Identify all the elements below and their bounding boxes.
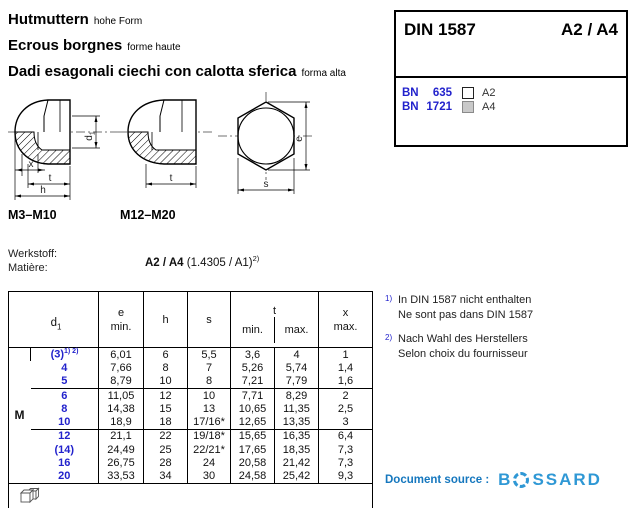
bn-number: 635 xyxy=(432,87,452,99)
value-cell-t_max: 4 xyxy=(275,348,319,362)
material-footnote-ref: 2) xyxy=(252,254,260,263)
svg-text:e: e xyxy=(294,136,305,142)
value-cell-s: 24 xyxy=(188,456,231,469)
value-cell-h: 34 xyxy=(144,470,188,484)
table-row xyxy=(9,443,373,456)
value-cell-t_max: 25,42 xyxy=(275,470,319,484)
standard-box-header xyxy=(396,12,626,78)
header-h: h xyxy=(144,292,188,348)
value-cell-e: 8,79 xyxy=(99,375,144,389)
value-cell-x: 7,3 xyxy=(319,443,373,456)
value-cell-x: 2 xyxy=(319,388,373,402)
value-cell-t_min: 7,71 xyxy=(231,388,275,402)
bn-grade-label: A2 xyxy=(482,87,496,99)
table-row xyxy=(9,429,373,443)
table-row xyxy=(9,415,373,429)
checkbox-a4 xyxy=(462,101,474,113)
value-cell-s: 7 xyxy=(188,361,231,374)
svg-text:h: h xyxy=(40,185,46,196)
document-source xyxy=(385,470,602,490)
value-cell-t_min: 7,21 xyxy=(231,375,275,389)
material-label-de: Werkstoff: xyxy=(8,248,58,260)
table-body xyxy=(9,348,373,484)
table-row xyxy=(9,375,373,389)
value-cell-t_max: 5,74 xyxy=(275,361,319,374)
svg-text:t: t xyxy=(48,173,52,184)
cap-nut-section-drawing-m3-m10 xyxy=(8,92,120,204)
value-cell-h: 25 xyxy=(144,443,188,456)
value-cell-t_min: 3,6 xyxy=(231,348,275,362)
title-de-sub: hohe Form xyxy=(93,16,143,27)
title-fr xyxy=(8,37,181,55)
dimension-table xyxy=(8,291,373,508)
value-cell-e: 14,38 xyxy=(99,402,144,415)
value-cell-h: 28 xyxy=(144,456,188,469)
hex-front-view-drawing xyxy=(210,92,322,204)
value-cell-h: 8 xyxy=(144,361,188,374)
value-cell-s: 10 xyxy=(188,388,231,402)
bn-row-635 xyxy=(402,86,626,100)
value-cell-t_max: 11,35 xyxy=(275,402,319,415)
value-cell-s: 19/18* xyxy=(188,429,231,443)
bossard-logo-o-icon xyxy=(513,472,529,488)
material-value xyxy=(145,254,259,269)
value-cell-t_min: 10,65 xyxy=(231,402,275,415)
value-cell-e: 18,9 xyxy=(99,415,144,429)
value-cell-s: 5,5 xyxy=(188,348,231,362)
table-header-row xyxy=(9,292,373,348)
value-cell-x: 9,3 xyxy=(319,470,373,484)
value-cell-s: 22/21* xyxy=(188,443,231,456)
value-cell-e: 6,01 xyxy=(99,348,144,362)
value-cell-t_min: 5,26 xyxy=(231,361,275,374)
value-cell-t_min: 12,65 xyxy=(231,415,275,429)
material-grades: A2 / A4 xyxy=(560,20,618,39)
bn-list xyxy=(396,78,626,114)
table-row xyxy=(9,402,373,415)
standard-box xyxy=(394,10,628,147)
title-it-sub: forma alta xyxy=(301,68,346,79)
header-s: s xyxy=(188,292,231,348)
value-cell-e: 11,05 xyxy=(99,388,144,402)
value-cell-t_max: 7,79 xyxy=(275,375,319,389)
document-source-label: Document source : xyxy=(385,474,490,486)
value-cell-t_max: 18,35 xyxy=(275,443,319,456)
size-cell: (14) xyxy=(54,443,75,456)
table-row xyxy=(9,470,373,484)
footnote-1-marker: 1) xyxy=(385,294,393,303)
value-cell-e: 7,66 xyxy=(99,361,144,374)
material-grade: A2 / A4 xyxy=(145,256,184,269)
value-cell-e: 33,53 xyxy=(99,470,144,484)
header-t: t min. max. xyxy=(231,292,319,348)
svg-text:t: t xyxy=(169,173,173,184)
cap-nut-section-drawing-m12-m20 xyxy=(118,92,214,204)
title-de xyxy=(8,11,142,29)
size-range-right: M12–M20 xyxy=(120,208,176,222)
header-x: x max. xyxy=(319,292,373,348)
standard-number: DIN 1587 xyxy=(404,20,476,39)
size-cell: 8 xyxy=(61,402,68,415)
value-cell-x: 7,3 xyxy=(319,456,373,469)
title-de-main: Hutmuttern xyxy=(8,11,89,28)
value-cell-s: 30 xyxy=(188,470,231,484)
value-cell-h: 22 xyxy=(144,429,188,443)
material-labels xyxy=(8,247,57,275)
packaging-row xyxy=(9,483,373,508)
svg-text:x: x xyxy=(28,159,34,170)
size-cell: 16 xyxy=(58,457,71,470)
table-row xyxy=(9,361,373,374)
value-cell-x: 1 xyxy=(319,348,373,362)
value-cell-t_min: 20,58 xyxy=(231,456,275,469)
value-cell-t_min: 15,65 xyxy=(231,429,275,443)
size-range-left: M3–M10 xyxy=(8,208,57,222)
value-cell-t_min: 17,65 xyxy=(231,443,275,456)
checkbox-a2 xyxy=(462,87,474,99)
size-cell: 6 xyxy=(31,388,99,402)
value-cell-x: 1,4 xyxy=(319,361,373,374)
value-cell-x: 3 xyxy=(319,415,373,429)
footnote-1-line-de: In DIN 1587 nicht enthalten xyxy=(398,294,532,306)
svg-text:d1: $d_1$ xyxy=(84,131,97,141)
value-cell-h: 12 xyxy=(144,388,188,402)
value-cell-s: 17/16* xyxy=(188,415,231,429)
value-cell-h: 10 xyxy=(144,375,188,389)
footnote-2-line-de: Nach Wahl des Herstellers xyxy=(398,333,528,345)
table-row xyxy=(9,388,373,402)
value-cell-s: 8 xyxy=(188,375,231,389)
header-e: e min. xyxy=(99,292,144,348)
value-cell-t_max: 16,35 xyxy=(275,429,319,443)
value-cell-s: 13 xyxy=(188,402,231,415)
size-cell: 5 xyxy=(61,375,68,388)
footnote-2-marker: 2) xyxy=(385,333,393,342)
value-cell-h: 18 xyxy=(144,415,188,429)
size-cell: $(3)^{1) 2)}$ xyxy=(31,348,99,362)
material-label-fr: Matière: xyxy=(8,262,48,274)
value-cell-t_max: 13,35 xyxy=(275,415,319,429)
footnote-2-line-fr: Selon choix du fournisseur xyxy=(398,348,528,360)
title-fr-sub: forme haute xyxy=(127,42,181,53)
size-cell: 10 xyxy=(58,416,71,429)
bn-row-1721 xyxy=(402,100,626,114)
footnote-1-line-fr: Ne sont pas dans DIN 1587 xyxy=(398,309,534,321)
bn-prefix: BN xyxy=(402,87,419,99)
footnote-1 xyxy=(385,293,533,323)
value-cell-e: 21,1 xyxy=(99,429,144,443)
title-it xyxy=(8,63,346,81)
thread-series-label: M xyxy=(14,408,25,423)
value-cell-h: 15 xyxy=(144,402,188,415)
value-cell-t_max: 21,42 xyxy=(275,456,319,469)
table-row xyxy=(9,348,373,362)
title-fr-main: Ecrous borgnes xyxy=(8,37,123,54)
value-cell-h: 6 xyxy=(144,348,188,362)
value-cell-x: 2,5 xyxy=(319,402,373,415)
size-cell: 4 xyxy=(61,361,68,374)
bossard-logo: B SSARD xyxy=(498,470,602,489)
size-cell: 12 xyxy=(31,429,99,443)
svg-text:s: s xyxy=(263,179,269,190)
header-d1: $d_1$ xyxy=(9,292,99,348)
bn-prefix: BN xyxy=(402,101,419,113)
value-cell-e: 24,49 xyxy=(99,443,144,456)
footnote-2 xyxy=(385,332,533,362)
value-cell-e: 26,75 xyxy=(99,456,144,469)
value-cell-t_max: 8,29 xyxy=(275,388,319,402)
value-cell-x: 6,4 xyxy=(319,429,373,443)
value-cell-t_min: 24,58 xyxy=(231,470,275,484)
bn-number: 1721 xyxy=(426,101,452,113)
size-cell: 20 xyxy=(58,470,71,483)
bn-grade-label: A4 xyxy=(482,101,496,113)
table-row xyxy=(9,456,373,469)
material-detail: (1.4305 / A1) xyxy=(186,256,253,269)
title-it-main: Dadi esagonali ciechi con calotta sferica xyxy=(8,63,297,80)
value-cell-x: 1,6 xyxy=(319,375,373,389)
packaging-box-icon xyxy=(19,487,45,505)
footnotes xyxy=(385,293,533,371)
